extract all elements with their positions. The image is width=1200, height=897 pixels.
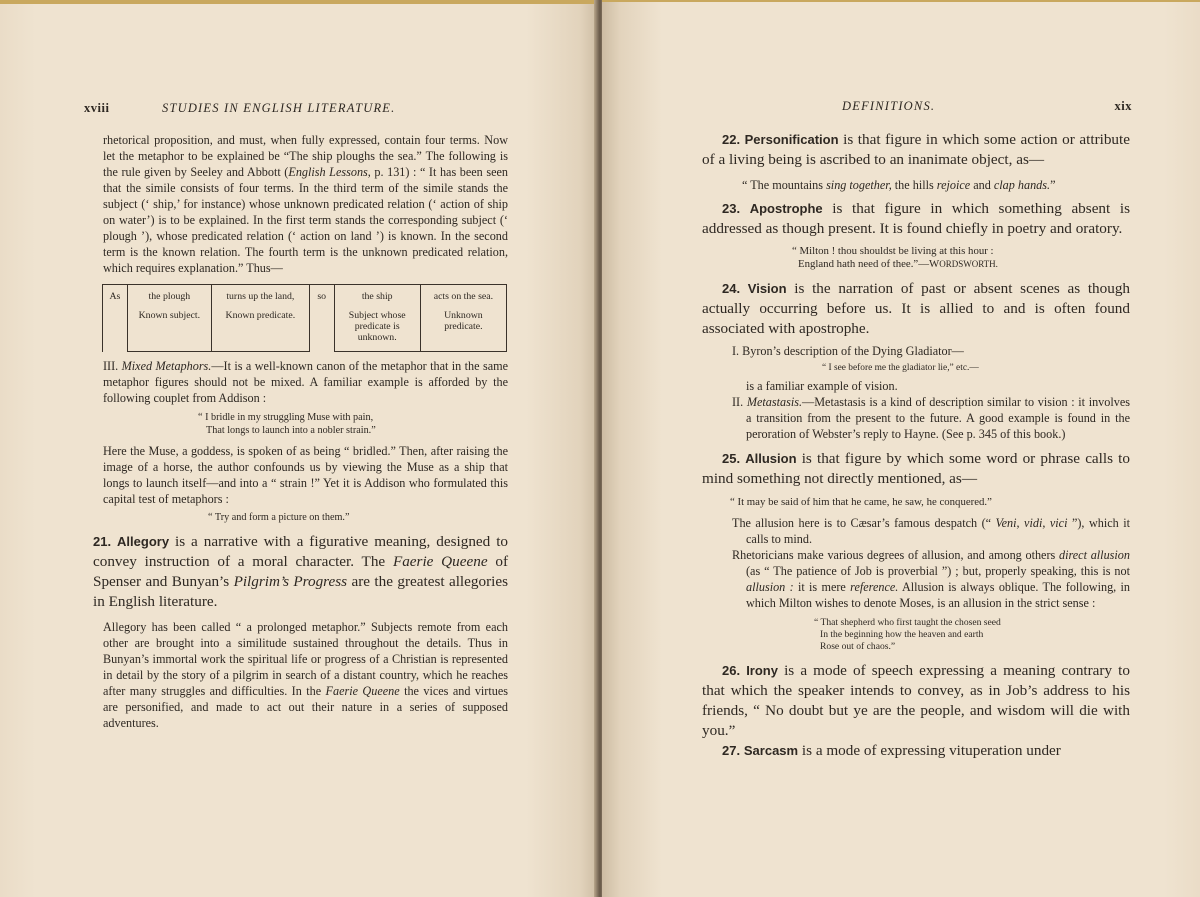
addison-couplet [103,411,508,437]
page-number: xviii [84,101,110,115]
table-cell-as: As [103,285,128,352]
section-sarcasm: 27. Sarcasm is a mode of expressing vituperation under [722,742,1061,759]
section-allusion: 25. Allusion is that figure by which some word or phrase calls to mind something not directly mentioned, as— [702,450,1130,487]
book-title: English Lessons [288,165,368,179]
table-cell: the plough [127,285,211,307]
section-apostrophe: 23. Apostrophe is that figure in which something absent is addressed as though present. It is found chiefly in poetry and oratory. [702,200,1131,237]
paragraph-simile-rule: rhetorical proposition, and must, when fully expressed, contain four terms. Now let the metaphor to be explained be “The ship ploughs the sea.” The following is the rule given by Seeley and Abbott (English Lessons, p. 131) : “ It has been seen that the simile consists of four terms. In the third term of the simile stands the subject (‘ ship,’ for instance) whose unknown predicated relation (‘ action of ship on water’) is to be explained. In the first term stands the corresponding subject (‘ plough ’), whose predicated relation (‘ action on land ’) is known. In the second term is the known relation. The fourth term is the unknown predicated relation, which requires explanation.” Thus— [103,133,508,275]
table-cell: Unknown predicate. [420,306,506,352]
table-cell: Subject whose predicate is unknown. [334,306,420,352]
metaphor-table [102,284,507,352]
table-cell: Known predicate. [211,306,309,352]
section-allegory: 21. Allegory is a narrative with a figurative meaning, designed to convey instruction of a moral character. The Faerie Queene of Spenser and Bunyan’s Pilgrim’s Progress are the greatest allegories in English literature. [93,533,509,610]
paragraph-rhetoricians: Rhetoricians make various degrees of allusion, and among others direct allusion (as “ The patience of Job is proverbial ”) ; but, properly speaking, this is not allusion : it is mere reference. Allusion is always oblique. The following, in which Milton wishes to denote Moses, is an allusion in the strict sense : [732,548,1130,610]
section-number: 25. [722,451,741,466]
right-text-column [702,130,1130,761]
table-cell-so: so [309,285,334,352]
section-number: 22. [722,132,741,147]
section-term: Personification [744,132,839,147]
running-title: DEFINITIONS. [842,99,936,113]
quote-gladiator: “ I see before me the gladiator lie,” etc.— [822,363,979,373]
section-term: Sarcasm [743,743,799,758]
running-title: STUDIES IN ENGLISH LITERATURE. [162,101,396,115]
subheading: Metastasis. [746,395,803,409]
paragraph-vision-example: is a familiar example of vision. [746,379,898,393]
section-term: Vision [747,281,787,296]
paragraph-mixed-metaphors: III. Mixed Metaphors.—It is a well-known canon of the metaphor that in the same metaphor figures should not be mixed. A familiar example is afforded by the following couplet from Addison : [103,359,509,405]
table-cell: Known subject. [127,306,211,352]
section-number: 21. [93,534,112,549]
section-vision: 24. Vision is the narration of past or absent scenes as though actually occurring before us. It is allied to and is often found associated with apostrophe. [702,280,1131,337]
section-irony: 26. Irony is a mode of speech expressing a meaning contrary to that which the speaker intends to convey, as in Job’s address to his friends, “ No doubt but ye are the people, and wisdom will die with you.” [702,662,1130,739]
verse-line: England hath need of thee.”—WORDSWORTH. [798,258,998,270]
table-cell: acts on the sea. [420,285,506,307]
quote-picture: “ Try and form a picture on them.” [208,512,350,523]
table-cell: turns up the land, [211,285,309,307]
paragraph-allegory: Allegory has been called “ a prolonged metaphor.” Subjects remote from each other are brought into a similitude sustained throughout the details. Thus in Bunyan’s immortal work the spiritual life or progress of a Christian is represented in detail by the story of a pilgrim in search of a distant country, which he reaches after many struggles and difficulties. In the Faerie Queene the vices and virtues are personified, and made to act out their nature in a series of supposed adventures. [103,620,508,730]
page-number: xix [1114,99,1132,113]
quote-caesar: “ It may be said of him that he came, he saw, he conquered.” [730,496,992,508]
right-page [602,0,1200,897]
paragraph-muse: Here the Muse, a goddess, is spoken of as being “ bridled.” Then, after raising the image of a horse, the author confounds us by viewing the Muse as a ship that longs to launch itself—and into a “ strain !” Yet it is Addison who formulated this capital test of metaphors : [103,444,508,506]
section-term: Allusion [745,451,797,466]
quote-mountains: “ The mountains sing together, the hills rejoice and clap hands.” [742,178,1056,192]
paragraph-metastasis: II. Metastasis.—Metastasis is a kind of description similar to vision : it involves a transition from the present to the future. A good example is found in the peroration of Webster’s reply to Hayne. (See p. 345 of this book.) [732,395,1130,441]
verse-line: In the beginning how the heaven and earth [820,629,984,640]
section-term: Irony [746,663,778,678]
subheading: Mixed Metaphors. [121,359,212,373]
section-number: 27. [722,743,741,758]
table-cell: the ship [334,285,420,307]
section-number: 26. [722,663,741,678]
verse-line: “ That shepherd who first taught the chosen seed [814,617,1001,628]
paragraph-byron: I. Byron’s description of the Dying Gladiator— [732,344,964,358]
verse-line: “ Milton ! thou shouldst be living at this hour : [792,245,994,257]
section-personification: 22. Personification is that figure in which some action or attribute of a living being is ascribed to an inanimate object, as— [702,131,1130,168]
verse-line: Rose out of chaos.” [820,641,896,652]
left-page [0,0,598,897]
quote-milton [702,245,1130,271]
verse-line: That longs to launch into a nobler strain.” [206,425,376,436]
paragraph-caesar: The allusion here is to Cæsar’s famous despatch (“ Veni, vidi, vici ”), which it calls to mind. [732,516,1130,546]
section-term: Allegory [117,534,170,549]
section-term: Apostrophe [749,201,823,216]
quote-milton-moses [702,617,1130,653]
section-number: 23. [722,201,741,216]
section-number: 24. [722,281,741,296]
left-text-column [93,132,509,731]
verse-line: “ I bridle in my struggling Muse with pain, [198,412,374,423]
